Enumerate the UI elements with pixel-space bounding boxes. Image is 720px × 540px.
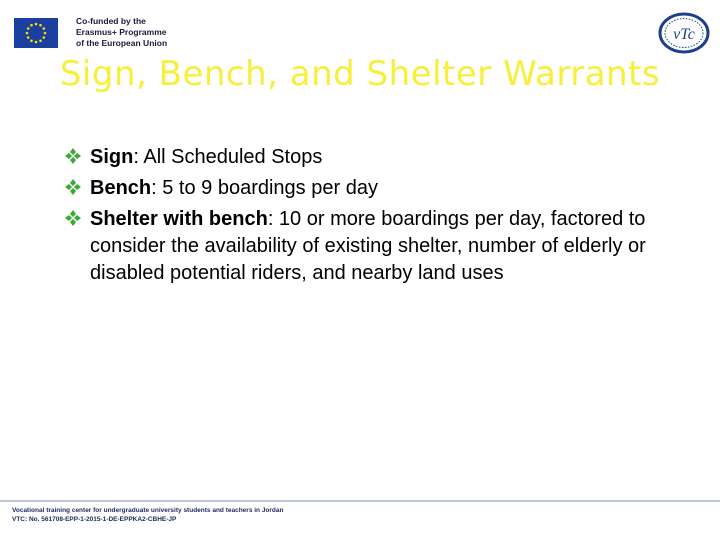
list-item: [62, 175, 682, 202]
bullet-text: : 5 to 9 boardings per day: [151, 177, 378, 199]
slide-title: Sign, Bench, and Shelter Warrants: [59, 54, 661, 94]
eu-erasmus-logo: [14, 16, 167, 49]
footer-line: Vocational training center for undergraduate university students and teachers in Jordan: [12, 507, 284, 514]
vtc-logo-text: vTc: [673, 26, 695, 43]
footer-line: VTC: No. 561708-EPP-1-2015-1-DE-EPPKA2-CBHE-JP: [12, 516, 177, 523]
diamond-bullet-icon: [64, 209, 82, 227]
eu-flag-icon: [14, 18, 58, 48]
eu-caption-line: of the European Union: [76, 38, 168, 48]
bullet-term: Shelter with bench: [90, 208, 268, 230]
footer-divider: [0, 500, 720, 502]
bullet-term: Bench: [90, 177, 152, 199]
bullet-text: : 10 or more boardings per day, factored to consider the availability of existing shelter, number of elderly or disabled potential riders, and nearby land uses: [90, 208, 646, 284]
vtc-logo: [658, 12, 710, 54]
diamond-bullet-icon: [64, 147, 82, 165]
bullet-list: [62, 144, 682, 291]
eu-caption-line: Erasmus+ Programme: [76, 27, 167, 37]
eu-caption-line: Co-funded by the: [76, 16, 146, 26]
bullet-term: Sign: [90, 146, 134, 168]
list-item: [62, 206, 682, 287]
eu-caption: [76, 16, 167, 49]
list-item: [62, 144, 682, 171]
diamond-bullet-icon: [64, 178, 82, 196]
bullet-text: : All Scheduled Stops: [133, 146, 323, 168]
footer: [12, 506, 284, 524]
